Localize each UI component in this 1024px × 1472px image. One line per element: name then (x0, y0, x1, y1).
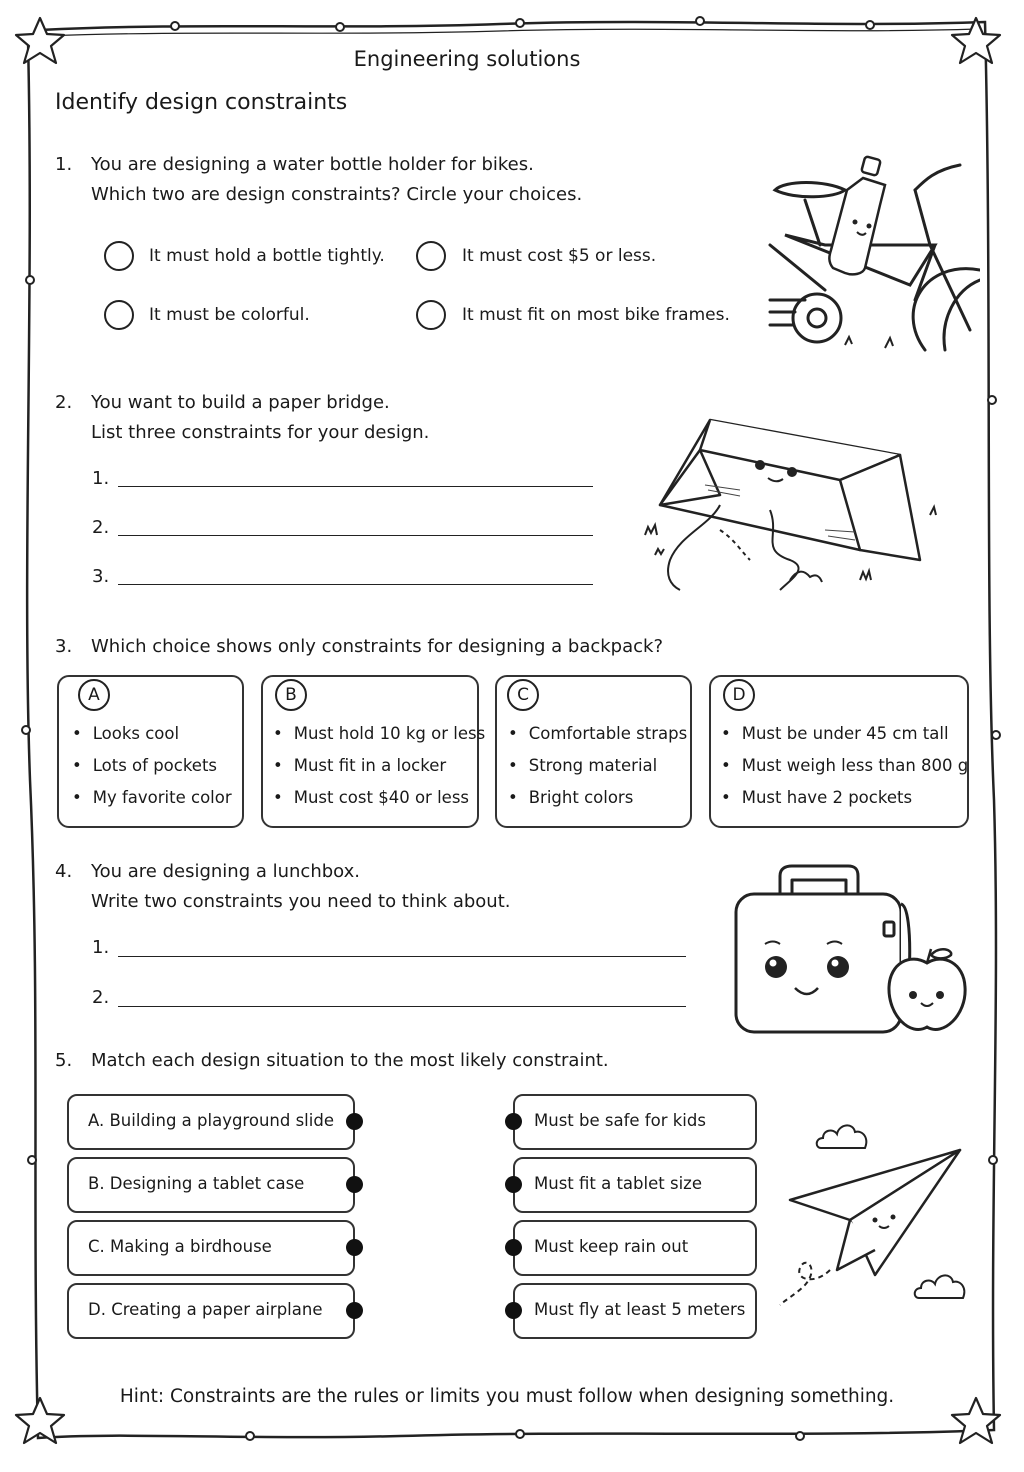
apple-illustration (885, 945, 970, 1037)
q4-blank-1-number: 1. (92, 937, 110, 958)
q5-constraint-1-label: Must be safe for kids (534, 1111, 706, 1130)
q5-situation-a-connector-dot[interactable] (346, 1113, 363, 1130)
q5-constraint-2-label: Must fit a tablet size (534, 1174, 702, 1193)
q2-line2: List three constraints for your design. (91, 422, 430, 443)
q3-choice-c-item-1: • Comfortable straps (508, 724, 687, 743)
q3-choice-b-letter: B (275, 679, 307, 711)
q5-constraint-4-label: Must fly at least 5 meters (534, 1300, 746, 1319)
q3-choice-d-letter: D (723, 679, 755, 711)
q3-choice-a-item-1: • Looks cool (72, 724, 179, 743)
q2-answer-line-2[interactable] (118, 535, 593, 536)
q2-answer-line-3[interactable] (118, 584, 593, 585)
q1-line2: Which two are design constraints? Circle your choices. (91, 184, 583, 205)
page-title: Engineering solutions (353, 47, 581, 71)
q5-situation-a-label: A. Building a playground slide (88, 1111, 334, 1130)
q3-choice-c-item-2: • Strong material (508, 756, 657, 775)
q1-option-2-circle[interactable] (416, 241, 446, 271)
q1-option-4-label: It must fit on most bike frames. (462, 305, 730, 325)
q1-option-3-circle[interactable] (104, 300, 134, 330)
q5-constraint-3-connector-dot[interactable] (505, 1239, 522, 1256)
q1-line1: You are designing a water bottle holder for bikes. (91, 154, 534, 175)
q3-question: Which choice shows only constraints for designing a backpack? (91, 636, 664, 657)
q3-choice-a-letter: A (78, 679, 110, 711)
q1-option-2-label: It must cost $5 or less. (462, 246, 657, 266)
q1-option-4-circle[interactable] (416, 300, 446, 330)
q3-choice-b-item-2: • Must fit in a locker (273, 756, 446, 775)
q3-choice-d-item-2: • Must weigh less than 800 g (721, 756, 968, 775)
q1-number: 1. (55, 154, 73, 175)
q5-constraint-1-connector-dot[interactable] (505, 1113, 522, 1130)
q1-option-3-label: It must be colorful. (149, 305, 310, 325)
q2-blank-3-number: 3. (92, 566, 110, 587)
q3-choice-b-item-3: • Must cost $40 or less (273, 788, 469, 807)
q4-blank-2-number: 2. (92, 987, 110, 1008)
q5-situation-d-connector-dot[interactable] (346, 1302, 363, 1319)
q5-question: Match each design situation to the most likely constraint. (91, 1050, 609, 1071)
q2-line1: You want to build a paper bridge. (91, 392, 390, 413)
q5-number: 5. (55, 1050, 73, 1071)
q3-choice-d-item-3: • Must have 2 pockets (721, 788, 912, 807)
paper-bridge-illustration (640, 410, 950, 595)
q4-line1: You are designing a lunchbox. (91, 861, 360, 882)
q2-blank-1-number: 1. (92, 468, 110, 489)
q3-choice-c-letter: C (507, 679, 539, 711)
q3-choice-d-item-1: • Must be under 45 cm tall (721, 724, 949, 743)
q5-situation-b-connector-dot[interactable] (346, 1176, 363, 1193)
q2-blank-2-number: 2. (92, 517, 110, 538)
q2-number: 2. (55, 392, 73, 413)
q3-choice-a-item-3: • My favorite color (72, 788, 232, 807)
cloud-icon (815, 1118, 871, 1152)
q4-answer-line-2[interactable] (118, 1006, 686, 1007)
q4-line2: Write two constraints you need to think about. (91, 891, 511, 912)
q1-option-1-label: It must hold a bottle tightly. (149, 246, 385, 266)
q5-situation-b-label: B. Designing a tablet case (88, 1174, 305, 1193)
hint-text: Hint: Constraints are the rules or limits you must follow when designing something. (119, 1386, 895, 1407)
q1-option-1-circle[interactable] (104, 241, 134, 271)
cloud-icon (913, 1268, 969, 1302)
q4-answer-line-1[interactable] (118, 956, 686, 957)
q4-number: 4. (55, 861, 73, 882)
q3-choice-a-item-2: • Lots of pockets (72, 756, 217, 775)
q5-constraint-3-label: Must keep rain out (534, 1237, 689, 1256)
q3-number: 3. (55, 636, 73, 657)
q5-constraint-2-connector-dot[interactable] (505, 1176, 522, 1193)
q5-situation-c-connector-dot[interactable] (346, 1239, 363, 1256)
bicycle-bottle-illustration (765, 150, 980, 360)
q2-answer-line-1[interactable] (118, 486, 593, 487)
q5-situation-d-label: D. Creating a paper airplane (88, 1300, 323, 1319)
q5-situation-c-label: C. Making a birdhouse (88, 1237, 272, 1256)
q5-constraint-4-connector-dot[interactable] (505, 1302, 522, 1319)
q3-choice-c-item-3: • Bright colors (508, 788, 633, 807)
worksheet-subtitle: Identify design constraints (55, 90, 348, 115)
q3-choice-b-item-1: • Must hold 10 kg or less (273, 724, 485, 743)
